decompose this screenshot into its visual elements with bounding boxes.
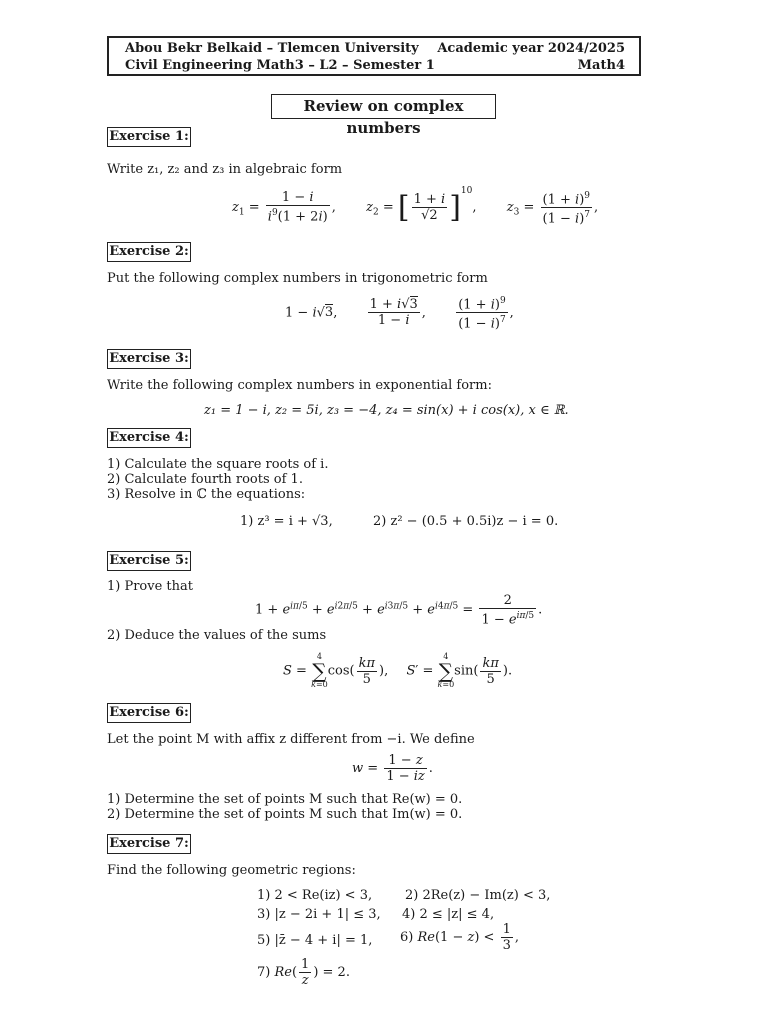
course-name: Civil Engineering Math3 – L2 – Semester 1 xyxy=(125,58,435,73)
ex4-equation-2: 2) z² − (0.5 + 0.5i)z − i = 0. xyxy=(373,514,559,529)
ex6-definition: w = $\frac{1 - z}{1 - iz}$ . xyxy=(352,753,433,784)
exercise-5-item-2: 2) Deduce the values of the sums xyxy=(107,628,327,643)
course-code: Math4 xyxy=(577,58,625,73)
exercise-3-intro: Write the following complex numbers in exponential form: xyxy=(107,378,492,393)
ex7-region-3: 3) |z − 2i + 1| ≤ 3, xyxy=(257,907,381,922)
ex5-sums: S = 4 ∑ k=0 cos( $\frac{k\pi}{5}$ ), S′ = 4 ∑ k=0 sin( $\frac{k\pi}{5}$ ). xyxy=(283,652,513,689)
exercise-6-item-1: 1) Determine the set of points M such that Re(w) = 0. xyxy=(107,792,463,807)
document-title: Review on complex numbers xyxy=(271,94,496,119)
ex5-identity: $1 + e^{i\pi/5} + e^{i2\pi/5} + e^{i3\pi/5} + e^{i4\pi/5}$ = $\frac{2}{1 - e^{i\pi/5}}$ . xyxy=(255,593,543,628)
exercise-7-label: Exercise 7: xyxy=(107,834,191,854)
ex7-region-5: 5) |z̄ − 4 + i| = 1, xyxy=(257,933,373,948)
ex4-equation-1: 1) z³ = i + √3, xyxy=(240,514,333,529)
exercise-6-label: Exercise 6: xyxy=(107,703,191,723)
exercise-3-label: Exercise 3: xyxy=(107,349,191,369)
exercise-1-label: Exercise 1: xyxy=(107,127,191,147)
exercise-2-label: Exercise 2: xyxy=(107,242,191,262)
ex7-region-1: 1) 2 < Re(iz) < 3, xyxy=(257,888,373,903)
ex7-region-7: 7) Re( $\frac{1}{z}$ ) = 2. xyxy=(257,957,350,988)
exercise-5-label: Exercise 5: xyxy=(107,551,191,571)
ex2-formulas: 1 − i√3, $\frac{1 + i√3}{1 - i}$ , $\frac{(1 + i)^9}{(1 - i)^7}$ , xyxy=(285,296,514,332)
exercise-4-item-3: 3) Resolve in ℂ the equations: xyxy=(107,487,306,502)
ex7-region-2: 2) 2Re(z) − Im(z) < 3, xyxy=(405,888,551,903)
ex3-formulas: z₁ = 1 − i, z₂ = 5i, z₃ = −4, z₄ = sin(x) + i cos(x), x ∈ ℝ. xyxy=(204,403,569,418)
header-box xyxy=(107,36,641,76)
exercise-6-intro: Let the point M with affix z different from −i. We define xyxy=(107,732,475,747)
exercise-1-intro: Write z₁, z₂ and z₃ in algebraic form xyxy=(107,162,343,177)
exercise-4-label: Exercise 4: xyxy=(107,428,191,448)
academic-year: Academic year 2024/2025 xyxy=(437,41,625,56)
ex7-region-4: 4) 2 ≤ |z| ≤ 4, xyxy=(402,907,495,922)
exercise-5-item-1: 1) Prove that xyxy=(107,579,194,594)
exercise-2-intro: Put the following complex numbers in trigonometric form xyxy=(107,271,488,286)
ex1-formulas: $z_1$ = $\frac{1 - i}{i^9(1 + 2i)}$ , $z_2$ = [ $\frac{1 + i}{√2}$ ]$^{10}$, $z_3$ = $\frac{(1 + i)^9}{(1 - i)^7}$ , xyxy=(232,186,599,227)
exercise-6-item-2: 2) Determine the set of points M such that Im(w) = 0. xyxy=(107,807,463,822)
university-name: Abou Bekr Belkaid – Tlemcen University xyxy=(125,41,419,56)
exercise-4-item-1: 1) Calculate the square roots of i. xyxy=(107,457,329,472)
exercise-4-item-2: 2) Calculate fourth roots of 1. xyxy=(107,472,303,487)
exercise-7-intro: Find the following geometric regions: xyxy=(107,863,356,878)
ex7-region-6: 6) Re(1 − z) < $\frac{1}{3}$ , xyxy=(400,922,519,953)
